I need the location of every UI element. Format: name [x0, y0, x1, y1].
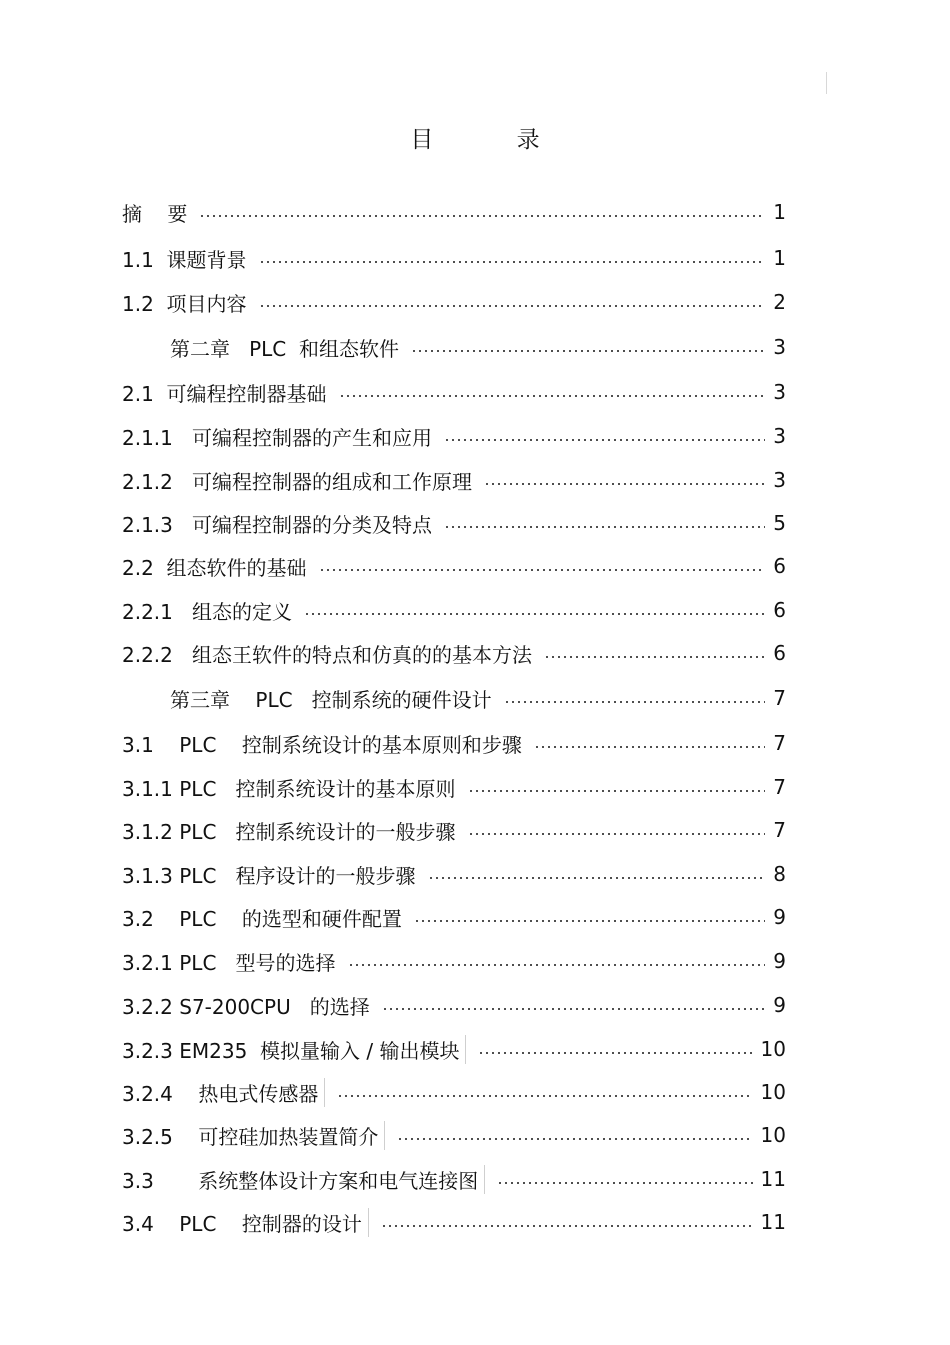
dot-leader	[397, 1138, 752, 1140]
toc-entry[interactable]	[122, 1034, 786, 1064]
toc-entry[interactable]	[122, 1207, 786, 1237]
toc-entry-page: 6	[773, 554, 786, 578]
toc-entry-label: 2.1.2 可编程控制器的组成和工作原理	[122, 469, 472, 494]
dot-leader	[348, 964, 766, 966]
dot-leader	[304, 613, 765, 615]
toc-entry-page: 9	[773, 993, 786, 1017]
toc-entry-label: 3.2 PLC 的选型和硬件配置	[122, 906, 402, 931]
toc-entry[interactable]	[122, 946, 786, 976]
toc-entry[interactable]	[122, 465, 786, 495]
toc-entry-page: 3	[773, 380, 786, 404]
toc-entry[interactable]	[122, 902, 786, 932]
toc-entry-label: 3.2.1 PLC 型号的选择	[122, 950, 336, 975]
page-edge-mark	[826, 72, 827, 94]
dot-leader	[199, 215, 765, 217]
toc-entry-label: 3.3 系统整体设计方案和电气连接图	[122, 1165, 485, 1194]
dot-leader	[339, 395, 766, 397]
toc-entry[interactable]	[122, 421, 786, 451]
toc-entry-page: 10	[760, 1037, 786, 1061]
dot-leader	[544, 656, 765, 658]
toc-entry-label: 3.1.2 PLC 控制系统设计的一般步骤	[122, 819, 456, 844]
toc-entry[interactable]	[122, 728, 786, 758]
dot-leader	[259, 305, 766, 307]
dot-leader	[414, 920, 765, 922]
dot-leader	[444, 439, 765, 441]
toc-entry-page: 10	[760, 1123, 786, 1147]
toc-entry[interactable]	[122, 1164, 786, 1194]
toc-entry[interactable]	[122, 1077, 786, 1107]
toc-entry-label: 2.1.3 可编程控制器的分类及特点	[122, 512, 432, 537]
toc-entry-label: 3.2.2 S7-200CPU 的选择	[122, 994, 370, 1019]
toc-entry-label: 3.2.3 EM235 模拟量输入 / 输出模块	[122, 1035, 466, 1064]
toc-entry-page: 1	[773, 200, 786, 224]
toc-entry-label: 3.1 PLC 控制系统设计的基本原则和步骤	[122, 732, 522, 757]
toc-entry-label: 2.2.1 组态的定义	[122, 599, 292, 624]
toc-entry-page: 9	[773, 949, 786, 973]
toc-entry-page: 7	[773, 731, 786, 755]
toc-entry[interactable]	[122, 197, 786, 227]
toc-entry-label: 第三章 PLC 控制系统的硬件设计	[170, 687, 492, 712]
toc-entry-label: 3.2.5 可控硅加热装置简介	[122, 1121, 385, 1150]
toc-entry-page: 9	[773, 905, 786, 929]
toc-entry-label: 2.2 组态软件的基础	[122, 555, 307, 580]
dot-leader	[319, 569, 766, 571]
toc-entry-label: 第二章 PLC 和组态软件	[170, 336, 399, 361]
dot-leader	[259, 261, 766, 263]
toc-entry-page: 2	[773, 290, 786, 314]
toc-entry-page: 7	[773, 818, 786, 842]
dot-leader	[444, 526, 765, 528]
toc-entry-page: 10	[760, 1080, 786, 1104]
toc-entry-label: 1.1 课题背景	[122, 247, 247, 272]
toc-entry-page: 1	[773, 246, 786, 270]
toc-entry-page: 8	[773, 862, 786, 886]
toc-entry-label: 2.1 可编程控制器基础	[122, 381, 327, 406]
toc-entry-page: 7	[773, 775, 786, 799]
toc-entry[interactable]	[122, 772, 786, 802]
toc-entry-page: 6	[773, 641, 786, 665]
toc-entry-page: 3	[773, 424, 786, 448]
toc-entry[interactable]	[122, 859, 786, 889]
toc-entry-chapter[interactable]	[170, 683, 786, 713]
toc-entry-label: 2.2.2 组态王软件的特点和仿真的的基本方法	[122, 642, 532, 667]
toc-entry[interactable]	[122, 815, 786, 845]
toc-entry[interactable]	[122, 595, 786, 625]
dot-leader	[428, 877, 766, 879]
dot-leader	[468, 790, 766, 792]
toc-entry-page: 11	[760, 1167, 786, 1191]
toc-entry[interactable]	[122, 638, 786, 668]
dot-leader	[484, 483, 765, 485]
toc-entry[interactable]	[122, 287, 786, 317]
toc-entry[interactable]	[122, 1120, 786, 1150]
toc-entry-page: 3	[773, 468, 786, 492]
dot-leader	[504, 701, 766, 703]
toc-entry-label: 1.2 项目内容	[122, 291, 247, 316]
toc-entry-page: 7	[773, 686, 786, 710]
toc-title: 目 录	[410, 127, 578, 153]
toc-entry-label: 3.2.4 热电式传感器	[122, 1078, 325, 1107]
toc-entry[interactable]	[122, 243, 786, 273]
toc-entry-label: 2.1.1 可编程控制器的产生和应用	[122, 425, 432, 450]
dot-leader	[382, 1008, 765, 1010]
dot-leader	[497, 1182, 752, 1184]
toc-entry-page: 5	[773, 511, 786, 535]
dot-leader	[478, 1052, 752, 1054]
toc-entry-label: 3.1.3 PLC 程序设计的一般步骤	[122, 863, 416, 888]
toc-entry-chapter[interactable]	[170, 332, 786, 362]
dot-leader	[468, 833, 766, 835]
toc-entry[interactable]	[122, 990, 786, 1020]
toc-entry-label: 3.4 PLC 控制器的设计	[122, 1208, 369, 1237]
toc-entry-page: 3	[773, 335, 786, 359]
toc-entry[interactable]	[122, 551, 786, 581]
toc-entry-page: 11	[760, 1210, 786, 1234]
toc-entry-page: 6	[773, 598, 786, 622]
dot-leader	[534, 746, 765, 748]
toc-entry-label: 3.1.1 PLC 控制系统设计的基本原则	[122, 776, 456, 801]
toc-entry[interactable]	[122, 508, 786, 538]
toc-entry-label: 摘 要	[122, 201, 188, 226]
dot-leader	[381, 1225, 753, 1227]
dot-leader	[337, 1095, 752, 1097]
dot-leader	[411, 350, 765, 352]
toc-entry[interactable]	[122, 377, 786, 407]
